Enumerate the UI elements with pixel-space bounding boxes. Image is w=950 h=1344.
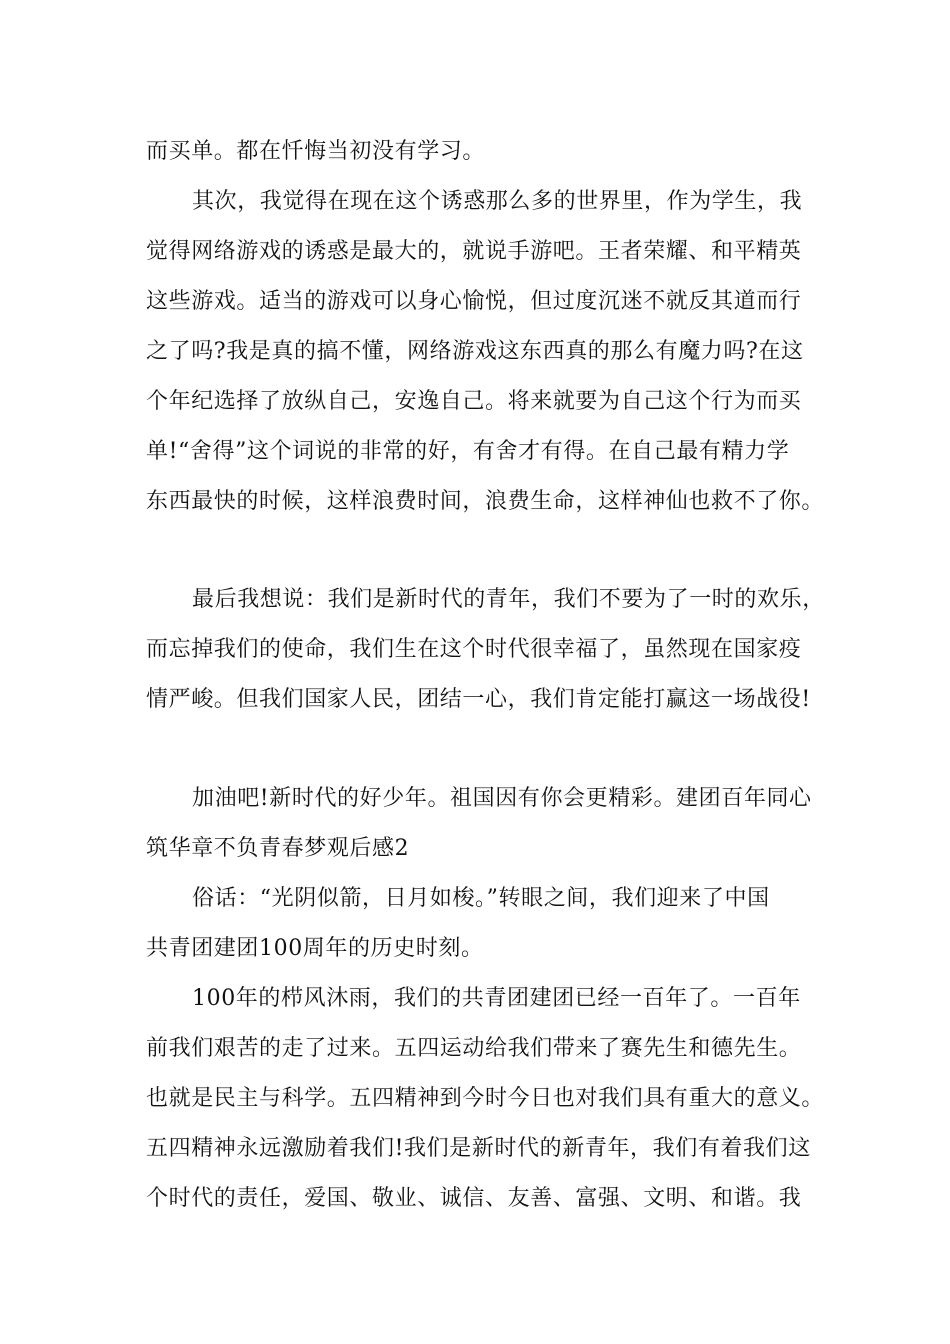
text-line: 而忘掉我们的使命，我们生在这个时代很幸福了，虽然现在国家疫 [146,637,802,662]
text-line: 前我们艰苦的走了过来。五四运动给我们带来了赛先生和德先生。 [146,1036,802,1061]
text-line: 单!“舍得”这个词说的非常的好，有舍才有得。在自己最有精力学 [146,439,790,464]
text-line: 其次，我觉得在现在这个诱惑那么多的世界里，作为学生，我 [192,189,803,214]
text-line: 个时代的责任，爱国、敬业、诚信、友善、富强、文明、和谐。我 [146,1186,802,1211]
text-line: 100年的栉风沐雨，我们的共青团建团已经一百年了。一百年 [192,986,801,1011]
text-line: 五四精神永远激励着我们!我们是新时代的新青年，我们有着我们这 [146,1136,811,1161]
text-line: 也就是民主与科学。五四精神到今时今日也对我们具有重大的意义。 [146,1086,825,1111]
text-line: 而买单。都在忏悔当初没有学习。 [146,139,486,164]
text-line: 觉得网络游戏的诱惑是最大的，就说手游吧。王者荣耀、和平精英 [146,239,802,264]
text-line: 俗话：“光阴似箭，日月如梭。”转眼之间，我们迎来了中国 [192,886,770,911]
text-line: 这些游戏。适当的游戏可以身心愉悦，但过度沉迷不就反其道而行 [146,289,802,314]
text-line: 最后我想说：我们是新时代的青年，我们不要为了一时的欢乐， [192,587,825,612]
text-line: 东西最快的时候，这样浪费时间，浪费生命，这样神仙也救不了你。 [146,489,825,514]
text-line: 加油吧!新时代的好少年。祖国因有你会更精彩。建团百年同心 [192,786,812,811]
text-line: 情严峻。但我们国家人民，团结一心，我们肯定能打赢这一场战役! [146,687,811,712]
text-line: 之了吗?我是真的搞不懂，网络游戏这东西真的那么有魔力吗?在这 [146,339,804,364]
heading-line: 筑华章不负青春梦观后感2 [146,836,410,861]
text-line: 共青团建团100周年的历史时刻。 [146,936,484,961]
text-line: 个年纪选择了放纵自己，安逸自己。将来就要为自己这个行为而买 [146,389,802,414]
